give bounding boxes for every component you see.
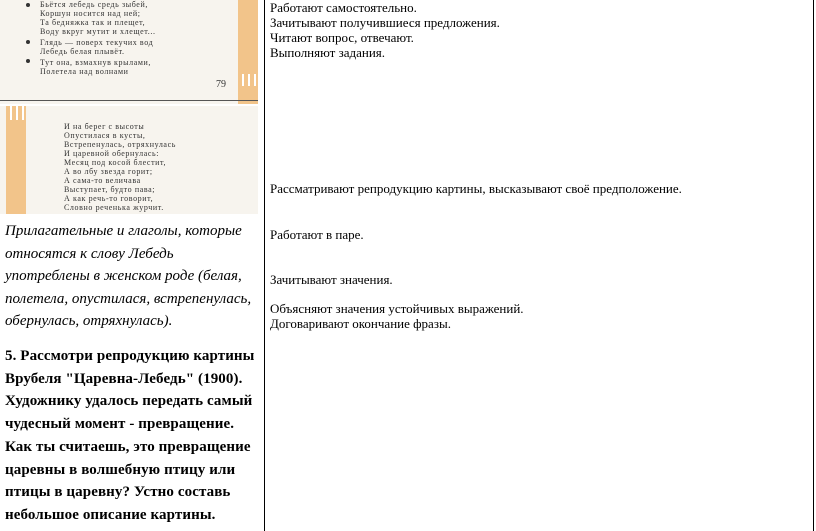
right-column [266, 0, 816, 531]
answer-note: Прилагательные и глаголы, которые относятся к слову Лебедь употреблены в женском роде (белая, полетела, опустилася, встрепенулась, обернулась, отряхнулась). [5, 223, 252, 329]
activity-line: Рассматривают репродукцию картины, высказывают своё предположение. [270, 181, 682, 196]
poem-line: Месяц под косой блестит, [64, 158, 167, 167]
activity-line: Договаривают окончание фразы. [270, 316, 451, 331]
poem-line: А сама-то величава [64, 176, 141, 185]
poem-line: А как речь-то говорит, [64, 194, 154, 203]
bullet-icon [26, 40, 30, 44]
activity-line: Зачитывают значения. [270, 272, 393, 287]
poem-line: Коршун носится над ней; [40, 9, 141, 18]
poem-excerpt [64, 122, 176, 212]
page-margin-stripe [238, 0, 258, 104]
poem-line: Воду вкруг мутит и хлещет... [40, 27, 156, 36]
poem-line: Встрепенулась, отряхнулась [64, 140, 176, 149]
activity-line: Работают самостоятельно. [270, 0, 417, 15]
poem-line: А во лбу звезда горит; [64, 167, 153, 176]
scan-rule [0, 100, 258, 101]
activity-line: Выполняют задания. [270, 45, 386, 60]
poem-line: Полетела над волнами [40, 67, 129, 76]
page-margin-stripe [6, 106, 26, 214]
poem-line: Та бедняжка так и плещет, [40, 18, 146, 27]
textbook-scan-top [0, 0, 258, 104]
activity-line: Работают в паре. [270, 227, 364, 242]
page-margin-pattern [6, 106, 26, 120]
poem-line: Словно реченька журчит. [64, 203, 164, 212]
textbook-scan-bottom [0, 106, 258, 214]
activity-line: Зачитывают получившиеся предложения. [270, 15, 500, 30]
column-divider-left [264, 0, 265, 531]
poem-line: Выступает, будто пава; [64, 185, 156, 194]
poem-excerpt [40, 0, 156, 76]
page-margin-pattern [238, 74, 258, 86]
page-number: 79 [216, 79, 226, 90]
bullet-icon [26, 3, 30, 7]
task-5: 5. Рассмотри репродукцию картины Врубеля "Царевна-Лебедь" (1900). Художнику удалось передать самый чудесный момент - превращение. Как ты считаешь, это превращение царевны в волшебную птицу или птицы в царевну? Устно составь небольшое описание картины. [5, 348, 255, 523]
poem-line: Бьётся лебедь средь зыбей, [40, 0, 148, 9]
poem-line: Опустилася в кусты, [64, 131, 146, 140]
poem-line: Глядь — поверх текучих вод [40, 38, 154, 47]
poem-line: И царевной обернулась: [64, 149, 160, 158]
poem-line: И на берег с высоты [64, 122, 145, 131]
poem-line: Тут она, взмахнув крылами, [40, 58, 152, 67]
activity-line: Объясняют значения устойчивых выражений. [270, 301, 524, 316]
left-column [0, 0, 264, 531]
bullet-icon [26, 59, 30, 63]
poem-line: Лебедь белая плывёт. [40, 47, 125, 56]
activity-line: Читают вопрос, отвечают. [270, 30, 414, 45]
